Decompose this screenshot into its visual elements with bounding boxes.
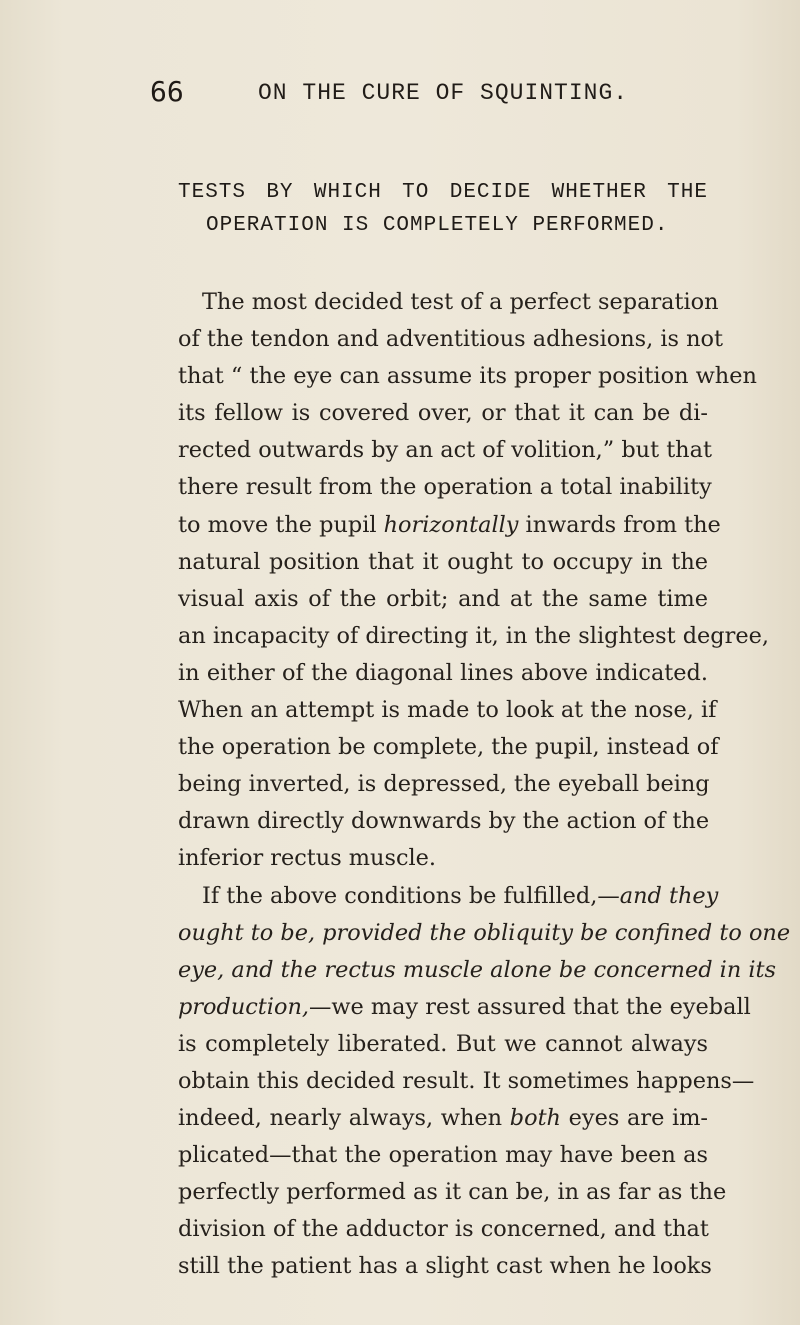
- text-line: [178, 952, 777, 989]
- section-heading-line-1: TESTS BY WHICH TO DECIDE WHETHER THE: [178, 181, 708, 204]
- text-line: natural position that it ought to occupy in the: [178, 548, 708, 575]
- text-line: [178, 878, 719, 915]
- section-heading-line-2: OPERATION IS COMPLETELY PERFORMED.: [206, 214, 669, 237]
- text-span: If the above conditions be fulfilled,—: [202, 882, 620, 909]
- text-line: in either of the diagonal lines above indicated.: [178, 659, 708, 686]
- text-span: indeed, nearly always, when: [178, 1105, 510, 1132]
- text-line: is completely liberated. But we cannot always: [178, 1030, 708, 1057]
- text-line: of the tendon and adventitious adhesions, is not: [178, 326, 724, 353]
- text-line: rected outwards by an act of volition,” but that: [178, 437, 712, 464]
- text-line: drawn directly downwards by the action of the: [178, 808, 710, 835]
- text-line: still the patient has a slight cast when he looks: [178, 1253, 712, 1280]
- text-line: [178, 915, 791, 952]
- italic-text: ought to be, provided the obliquity be confined to one: [178, 919, 791, 946]
- text-span: —we may rest assured that the eyeball: [309, 993, 751, 1020]
- italic-text: and they: [619, 882, 719, 909]
- text-line: there result from the operation a total inability: [178, 474, 712, 501]
- text-line: an incapacity of directing it, in the slightest degree,: [178, 622, 769, 649]
- text-span: eyes are im-: [560, 1105, 708, 1132]
- italic-text: both: [509, 1105, 561, 1132]
- italic-text: eye, and the rectus muscle alone be concerned in its: [178, 956, 777, 983]
- text-line: The most decided test of a perfect separation: [202, 289, 719, 315]
- text-line: perfectly performed as it can be, in as far as the: [178, 1179, 727, 1206]
- text-line: When an attempt is made to look at the nose, if: [178, 697, 717, 724]
- running-title: ON THE CURE OF SQUINTING.: [258, 80, 629, 106]
- text-line: visual axis of the orbit; and at the same time: [178, 585, 708, 612]
- text-span: to move the pupil: [178, 511, 384, 538]
- page-number: 66: [150, 75, 184, 108]
- text-line: obtain this decided result. It sometimes happens—: [178, 1067, 755, 1094]
- paragraph-1: [178, 284, 769, 878]
- text-line: its fellow is covered over, or that it can be di-: [178, 400, 708, 427]
- running-head: [0, 74, 800, 110]
- text-line: being inverted, is depressed, the eyeball being: [178, 771, 710, 798]
- text-line: division of the adductor is concerned, and that: [178, 1216, 709, 1243]
- text-line: inferior rectus muscle.: [178, 845, 437, 872]
- text-line: [178, 507, 721, 544]
- text-line: that “ the eye can assume its proper position when: [178, 363, 757, 390]
- text-line: the operation be complete, the pupil, instead of: [178, 734, 719, 761]
- text-line: [178, 989, 751, 1026]
- body-text: [178, 284, 791, 1286]
- text-span: inwards from the: [518, 511, 721, 538]
- paragraph-2: [178, 878, 791, 1286]
- italic-text: horizontally: [383, 511, 519, 538]
- italic-text: production,: [178, 993, 309, 1020]
- text-line: plicated—that the operation may have been as: [178, 1142, 708, 1169]
- text-line: [178, 1100, 708, 1137]
- section-heading: [178, 178, 708, 241]
